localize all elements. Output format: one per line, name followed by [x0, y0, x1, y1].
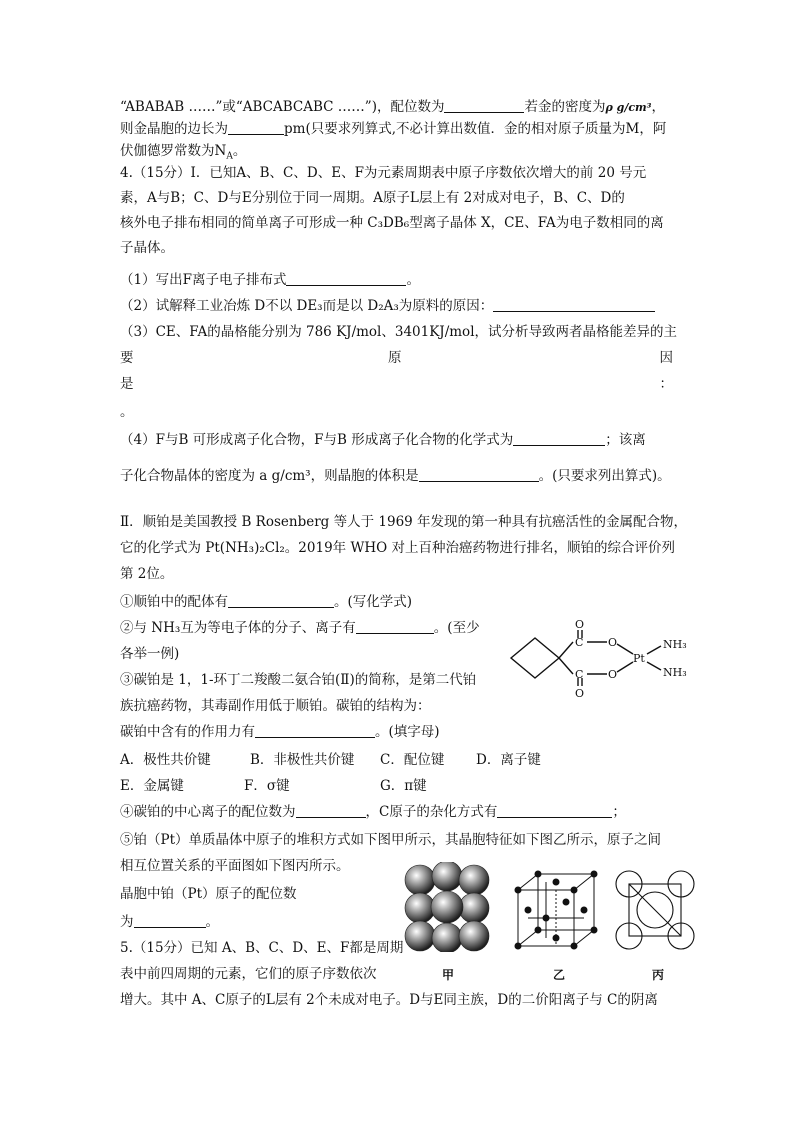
answer-blank[interactable] [286, 271, 406, 286]
atom-label: NH₃ [663, 666, 687, 679]
line: 晶胞中铂（Pt）原子的配位数 [120, 886, 297, 902]
line [120, 618, 480, 638]
line: 相互位置关系的平面图如下图丙所示。 [120, 858, 350, 874]
text: 。(只要求列出算式)。 [538, 468, 671, 484]
line: ⑤铂（Pt）单质晶体中原子的堆积方式如下图甲所示，其晶胞特征如下图乙所示，原子之间 [120, 832, 662, 848]
unit-cell-diagram [512, 870, 602, 950]
text: ， [651, 99, 665, 115]
text: 。 [406, 272, 420, 288]
answer-blank[interactable] [444, 98, 524, 113]
text: ；该离 [605, 432, 646, 448]
line: 子晶体。 [120, 240, 174, 256]
option: D．离子键 [476, 752, 541, 768]
answer-blank[interactable] [419, 467, 539, 482]
line [120, 722, 440, 742]
text: 。(至少 [433, 620, 480, 636]
option: G．π键 [380, 778, 427, 794]
line: 第 2位。 [120, 566, 174, 582]
text: 。 [232, 143, 247, 159]
line: （3）CE、FA的晶格能分别为 786 KJ/mol、3401KJ/mol，试分析导致两者晶格能差异的主 [120, 324, 678, 340]
carboplatin-structure [505, 618, 695, 698]
text: 原 [388, 350, 402, 366]
text: 是 [120, 376, 134, 392]
text: 。(填字母) [375, 724, 440, 740]
line [120, 270, 420, 290]
atom-label: O [575, 687, 585, 698]
text: 若金的密度为 [524, 99, 606, 115]
text: （2）试解释工业冶炼 D不以 DE₃而是以 D₂A₃为原料的原因： [120, 298, 494, 314]
text: 要 [120, 350, 134, 366]
options-row-1 [120, 750, 541, 770]
line: 族抗癌药物，其毒副作用低于顺铂。碳铂的结构为： [120, 698, 431, 714]
option: F．σ键 [244, 778, 290, 794]
text: （1）写出F离子电子排布式 [120, 272, 287, 288]
answer-blank[interactable] [296, 803, 366, 818]
answer-blank[interactable] [497, 803, 612, 818]
figure-caption-bing: 丙 [652, 968, 665, 982]
text: “ABABAB ……”或“ABCABCABC ……”)，配位数为 [120, 99, 445, 115]
text: ： [659, 376, 673, 392]
atom-label: NH₃ [663, 638, 687, 651]
atom-label: O [575, 618, 585, 631]
line [120, 466, 671, 486]
line [120, 348, 673, 368]
answer-blank[interactable] [513, 431, 605, 446]
figure-caption-jia: 甲 [442, 968, 455, 982]
line [120, 802, 626, 822]
text: ； [612, 804, 626, 820]
text: ρ g/cm³ [605, 101, 652, 114]
line [120, 374, 673, 394]
atom-label: C [575, 668, 584, 681]
line: 表中前四周期的元素，它们的原子序数依次 [120, 966, 377, 982]
text: ，C原子的杂化方式有 [365, 804, 498, 820]
text: 因 [659, 350, 673, 366]
atom-label: C [575, 636, 584, 649]
line [120, 912, 219, 932]
option: A．极性共价键 [120, 752, 211, 768]
line: ③碳铂是 1，1-环丁二羧酸二氨合铂(Ⅱ)的简称，是第二代铂 [120, 672, 477, 688]
option: E．金属键 [120, 778, 184, 794]
text: 则金晶胞的边长为 [120, 121, 228, 137]
atom-label: O [608, 636, 618, 649]
line: 增大。其中 A、C原子的L层有 2个未成对电子。D与E同主族，D的二价阳离子与 C的阴离 [120, 992, 658, 1008]
line [120, 430, 646, 450]
answer-blank[interactable] [134, 913, 206, 928]
line [120, 296, 655, 316]
line: 核外电子排布相同的简单离子可形成一种 C₃DB₆型离子晶体 X，CE、FA为电子数相同的离 [120, 215, 664, 231]
line-2 [120, 119, 666, 139]
line-1 [120, 97, 665, 118]
line [120, 592, 412, 612]
text: 子化合物晶体的密度为 a g/cm³，则晶胞的体积是 [120, 468, 419, 484]
options-row-2 [120, 776, 427, 796]
option: B．非极性共价键 [250, 752, 355, 768]
answer-blank[interactable] [228, 120, 284, 135]
text: pm(只要求列算式,不必计算出数值．金的相对原子质量为M，阿 [284, 121, 667, 137]
answer-blank[interactable] [255, 723, 375, 738]
answer-blank[interactable] [228, 593, 334, 608]
answer-blank[interactable] [356, 619, 434, 634]
sphere-packing-diagram [402, 862, 492, 952]
question-4: 4.（15分）Ⅰ．已知A、B、C、D、E、F为元素周期表中原子序数依次增大的前 20 号元 [120, 165, 647, 181]
plane-view-diagram [615, 870, 695, 950]
question-5: 5.（15分）已知 A、B、C、D、E、F都是周期 [120, 940, 404, 956]
line: 它的化学式为 Pt(NH₃)₂Cl₂。2019年 WHO 对上百种治癌药物进行排名，顺铂的综合评价列 [120, 540, 675, 556]
text: 为 [120, 914, 134, 930]
option: C．配位键 [380, 752, 445, 768]
figure-caption-yi: 乙 [553, 968, 566, 982]
text: 。 [205, 914, 219, 930]
line: 。 [120, 404, 134, 420]
line: 素，A与B；C、D与E分别位于同一周期。A原子L层上有 2对成对电子，B、C、D的 [120, 190, 625, 206]
line: 各举一例) [120, 646, 180, 662]
text: ④碳铂的中心离子的配位数为 [120, 804, 296, 820]
text: ①顺铂中的配体有 [120, 594, 228, 610]
atom-label: Pt [633, 652, 645, 665]
text: （4）F与B 可形成离子化合物，F与B 形成离子化合物的化学式为 [120, 432, 514, 448]
text: 碳铂中含有的作用力有 [120, 724, 255, 740]
text: A [226, 151, 233, 162]
atom-label: O [608, 668, 618, 681]
text: 伏伽德罗常数为N [120, 143, 227, 159]
section-2: Ⅱ．顺铂是美国教授 B Rosenberg 等人于 1969 年发现的第一种具有抗癌活性的金属配合物， [120, 514, 688, 530]
text: ②与 NH₃互为等电子体的分子、离子有 [120, 620, 356, 636]
text: 。(写化学式) [334, 594, 413, 610]
answer-blank[interactable] [493, 297, 655, 312]
